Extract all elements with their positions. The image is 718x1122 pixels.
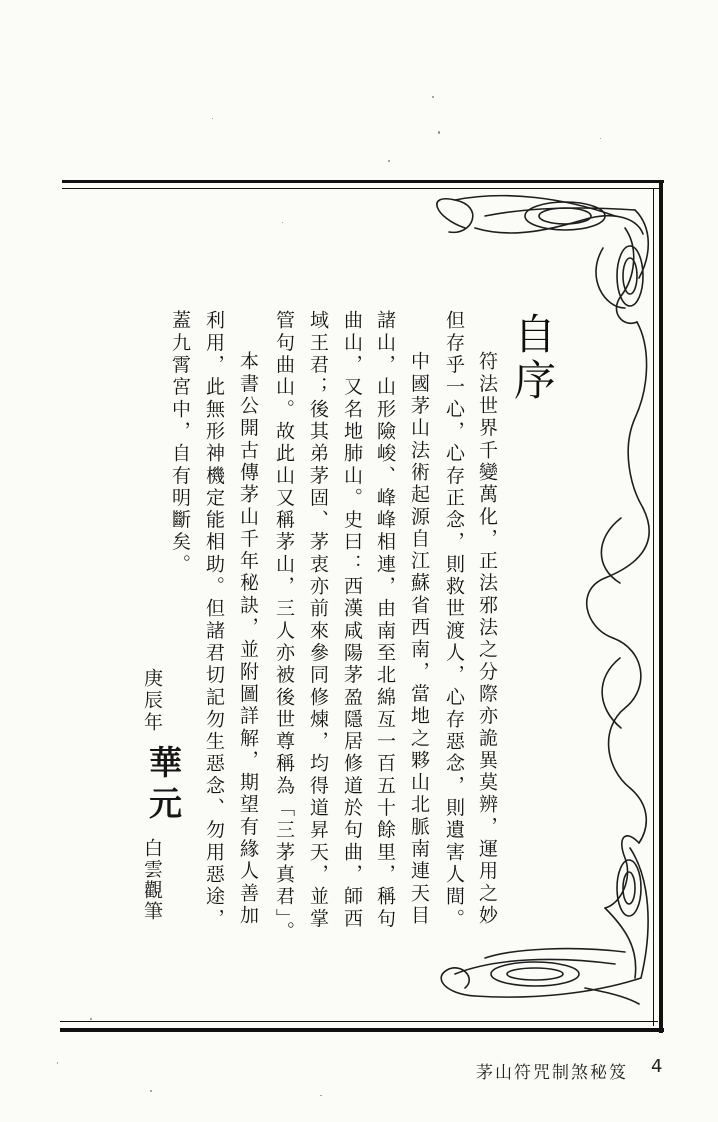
scan-speck — [320, 1095, 322, 1096]
scan-speck — [600, 138, 601, 139]
text-column-9: 利用，此無形神機定能相助。但諸君切記勿生惡念、勿用惡途， — [203, 310, 225, 931]
text-column-10: 蓋九霄宮中，自有明斷矣。 — [169, 310, 191, 576]
top-border-thick — [62, 180, 664, 183]
text-column-3: 中國茅山法術起源自江蘇省西南，當地之夥山北脈南連天目 — [408, 351, 430, 927]
text-column-6: 域王君；後其弟茅固、茅衷亦前來參同修煉，均得道昇天，並掌 — [307, 310, 329, 931]
text-column-2: 但存乎一心，心存正念，則救世渡人，心存惡念，則遺害人間。 — [443, 310, 465, 931]
scan-speck — [282, 222, 283, 223]
page-title: 自序 — [508, 312, 557, 404]
text-column-8: 本書公開古傳茅山千年秘訣，並附圖詳解，期望有緣人善加 — [237, 351, 259, 927]
book-title-footer: 茅山符咒制煞秘笈 — [476, 1063, 628, 1083]
scan-speck — [212, 118, 213, 119]
signature-name: 華元 — [144, 745, 183, 827]
text-column-7: 管句曲山。故此山又稱茅山，三人亦被後世尊稱為「三茅真君」。 — [273, 310, 295, 943]
signature-year: 庚辰年 — [141, 668, 163, 734]
page-number: 4 — [651, 1056, 663, 1077]
scan-speck — [388, 160, 390, 162]
text-column-4: 諸山，山形險峻、峰峰相連，由南至北綿亙一百五十餘里，稱句 — [374, 310, 396, 931]
text-column-5: 曲山，又名地肺山。史曰：西漢咸陽茅盈隱居修道於句曲，師西 — [341, 310, 363, 931]
scan-speck — [57, 1062, 58, 1064]
text-column-1: 符法世界千變萬化，正法邪法之分際亦詭異莫辨，運用之妙 — [476, 351, 498, 927]
scan-speck — [150, 1090, 152, 1092]
signature-place: 白雲觀筆 — [141, 838, 163, 922]
scan-speck — [90, 1018, 92, 1020]
scan-speck — [438, 131, 440, 134]
scan-speck — [432, 96, 434, 98]
